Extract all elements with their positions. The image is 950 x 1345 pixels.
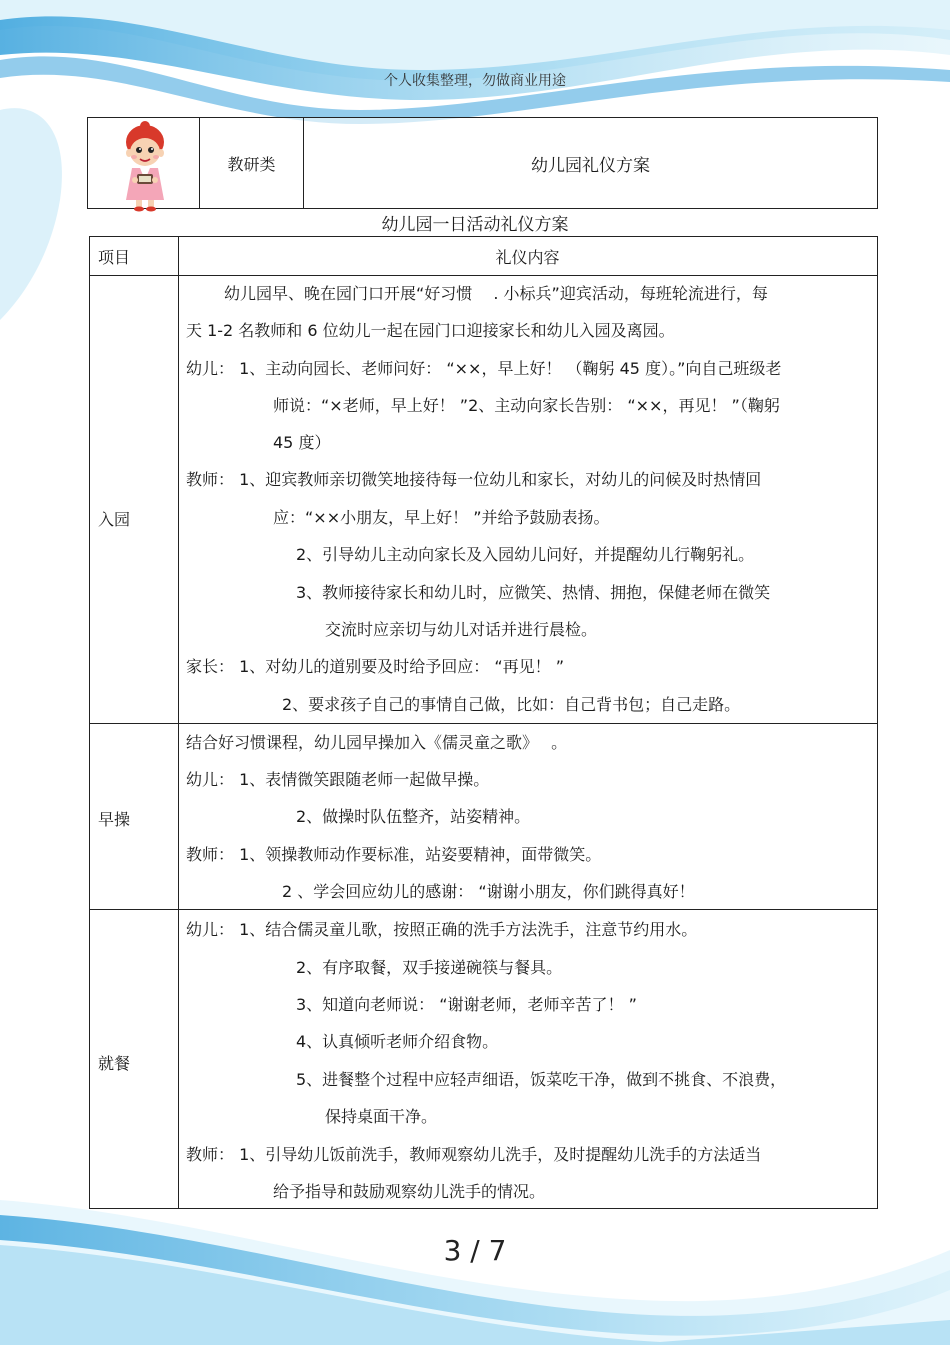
section-label-entry: 入园 xyxy=(98,510,131,529)
table-row-divider xyxy=(90,909,877,910)
section-line: 教师： 1、迎宾教师亲切微笑地接待每一位幼儿和家长，对幼儿的问候及时热情回 xyxy=(186,470,762,489)
section-label-meal: 就餐 xyxy=(98,1054,131,1073)
section-line: 幼儿： 1、表情微笑跟随老师一起做早操。 xyxy=(186,770,490,789)
section-line: 天 1-2 名教师和 6 位幼儿一起在园门口迎接家长和幼儿入园及离园。 xyxy=(186,321,675,340)
watermark-text: 个人收集整理，勿做商业用途 xyxy=(384,73,566,89)
section-line: 教师： 1、引导幼儿饭前洗手，教师观察幼儿洗手，及时提醒幼儿洗手的方法适当 xyxy=(186,1145,762,1164)
section-line: 家长： 1、对幼儿的道别要及时给予回应： “再见！ ” xyxy=(186,657,565,676)
section-line: 保持桌面干净。 xyxy=(325,1107,438,1126)
header-logo-cell xyxy=(88,118,200,208)
section-line: 结合好习惯课程，幼儿园早操加入《儒灵童之歌》 。 xyxy=(186,733,568,752)
section-line: 幼儿： 1、主动向园长、老师问好： “××，早上好！ （鞠躬 45 度）。”向自己班级老 xyxy=(186,359,782,378)
header-box xyxy=(87,117,878,209)
column-header-item: 项目 xyxy=(98,248,131,267)
section-line: 2、有序取餐，双手接递碗筷与餐具。 xyxy=(296,958,563,977)
etiquette-table xyxy=(89,236,878,1209)
document-title: 幼儿园一日活动礼仪方案 xyxy=(381,215,569,235)
child-character-icon xyxy=(110,120,180,212)
section-line: 3、知道向老师说： “谢谢老师，老师辛苦了！ ” xyxy=(296,995,637,1014)
section-label-morning-exercise: 早操 xyxy=(98,810,131,829)
section-line: 幼儿： 1、结合儒灵童儿歌，按照正确的洗手方法洗手，注意节约用水。 xyxy=(186,920,698,939)
section-line: 2、做操时队伍整齐，站姿精神。 xyxy=(296,807,531,826)
section-line: 3、教师接待家长和幼儿时，应微笑、热情、拥抱，保健老师在微笑 xyxy=(296,583,771,602)
section-line: 2、引导幼儿主动向家长及入园幼儿问好，并提醒幼儿行鞠躬礼。 xyxy=(296,545,755,564)
section-line: 给予指导和鼓励观察幼儿洗手的情况。 xyxy=(273,1182,546,1201)
section-line: 2、要求孩子自己的事情自己做，比如：自己背书包；自己走路。 xyxy=(282,695,741,714)
header-title: 幼儿园礼仪方案 xyxy=(531,155,650,176)
section-line: 师说：“×老师，早上好！ ”2、主动向家长告别： “××，再见！ ”（鞠躬 xyxy=(273,396,780,415)
section-line: 交流时应亲切与幼儿对话并进行晨检。 xyxy=(325,620,598,639)
section-line: 幼儿园早、晚在园门口开展“好习惯 . 小标兵”迎宾活动，每班轮流进行，每 xyxy=(224,284,768,303)
section-line: 4、认真倾听老师介绍食物。 xyxy=(296,1032,499,1051)
section-line: 5、进餐整个过程中应轻声细语，饭菜吃干净，做到不挑食、不浪费， xyxy=(296,1070,787,1089)
page-number: 3 / 7 xyxy=(443,1234,507,1267)
section-line: 应：“××小朋友，早上好！ ”并给予鼓励表扬。 xyxy=(273,508,610,527)
header-category: 教研类 xyxy=(200,118,304,208)
column-header-content: 礼仪内容 xyxy=(495,247,560,267)
section-line: 教师： 1、领操教师动作要标准，站姿要精神，面带微笑。 xyxy=(186,845,602,864)
section-line: 45 度） xyxy=(273,433,331,452)
section-line: 2 、学会回应幼儿的感谢： “谢谢小朋友，你们跳得真好！ xyxy=(282,882,695,901)
table-row-divider xyxy=(90,723,877,724)
table-row-divider xyxy=(90,275,877,276)
